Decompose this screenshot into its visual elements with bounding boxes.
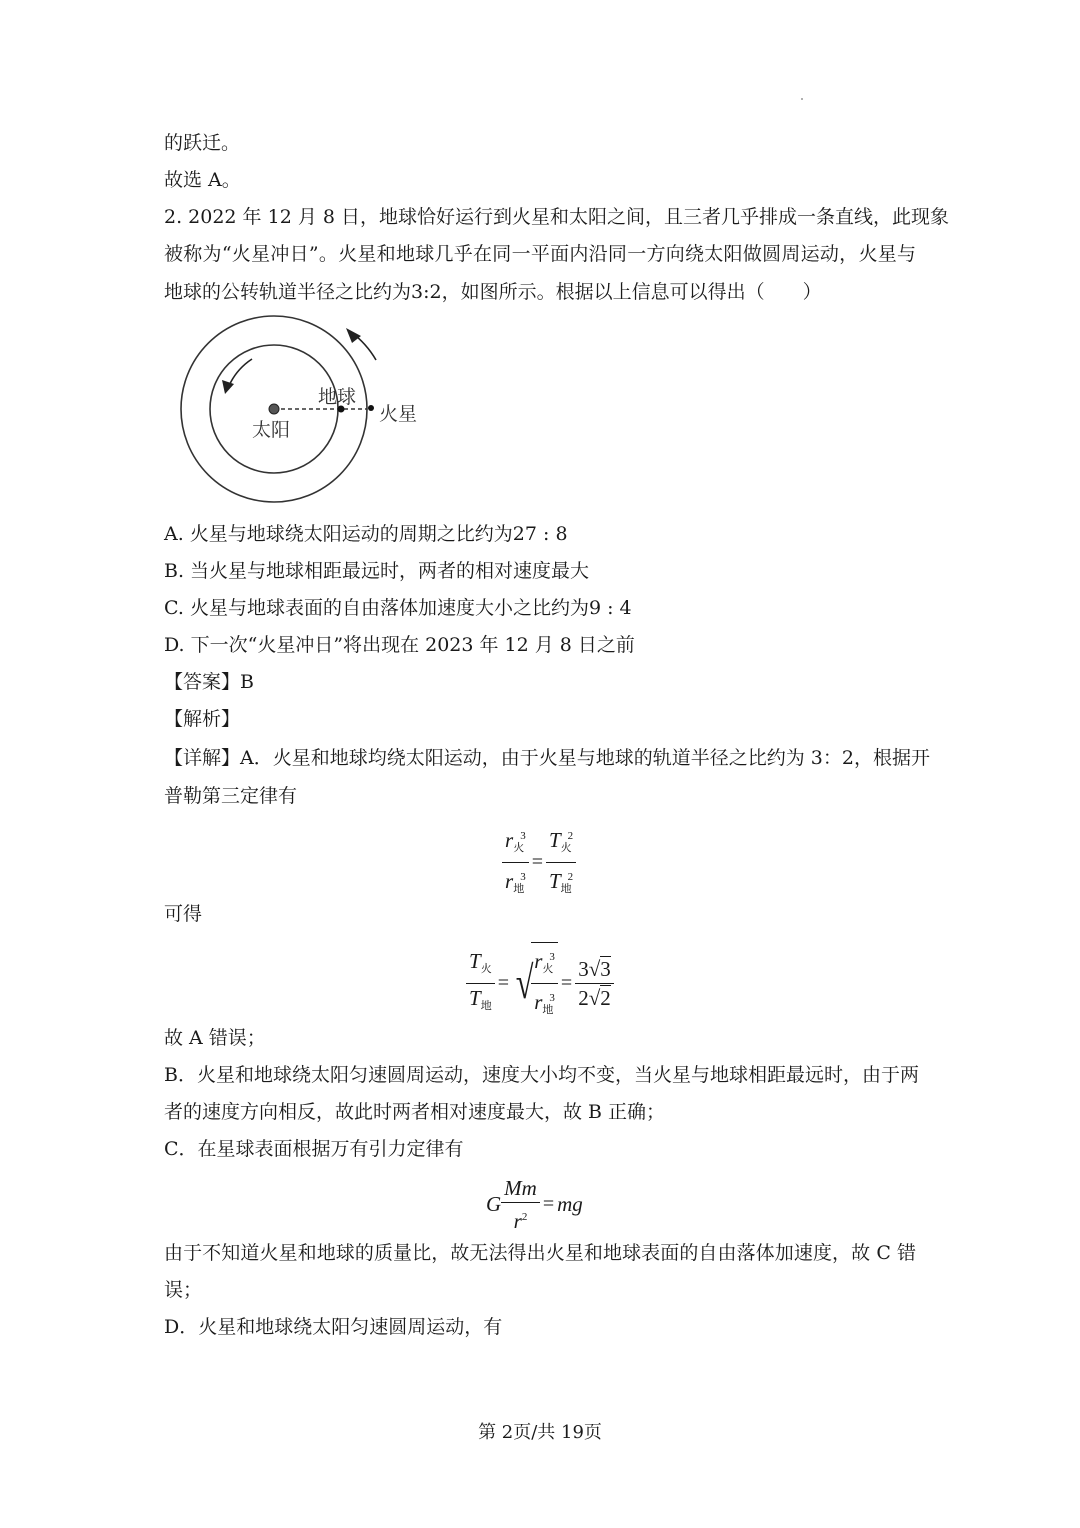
question-line: 地球的公转轨道半径之比约为3:2，如图所示。根据以上信息可以得出（ ） bbox=[164, 281, 822, 303]
option-b: B. 当火星与地球相距最远时，两者的相对速度最大 bbox=[164, 560, 590, 582]
mars-arrowhead-icon bbox=[346, 328, 361, 343]
detail-line: 普勒第三定律有 bbox=[164, 785, 298, 807]
text-line: D．火星和地球绕太阳匀速圆周运动，有 bbox=[164, 1316, 503, 1338]
text-line: 故 A 错误； bbox=[164, 1027, 266, 1049]
analysis-heading: 【解析】 bbox=[164, 708, 241, 730]
sun-label: 太阳 bbox=[252, 419, 291, 441]
kepler-formula: $\frac{r_火^3}{r_地^3}$ = $\frac{T_火^2}{T_地^2}$ bbox=[502, 822, 576, 903]
text-line: C．在星球表面根据万有引力定律有 bbox=[164, 1138, 464, 1160]
question-line: 被称为“火星冲日”。火星和地球几乎在同一平面内沿同一方向绕太阳做圆周运动，火星与 bbox=[164, 243, 916, 265]
orbit-diagram bbox=[170, 310, 430, 510]
detail-line: 【详解】A．火星和地球均绕太阳运动，由于火星与地球的轨道半径之比约为 3：2，根据开 bbox=[164, 747, 930, 769]
text-line: 者的速度方向相反，故此时两者相对速度最大，故 B 正确； bbox=[164, 1101, 666, 1123]
text-line: 由于不知道火星和地球的质量比，故无法得出火星和地球表面的自由落体加速度，故 C 错 bbox=[164, 1242, 916, 1264]
option-c: C. 火星与地球表面的自由落体加速度大小之比约为9 : 4 bbox=[164, 597, 632, 619]
question-line: 2. 2022 年 12 月 8 日，地球恰好运行到火星和太阳之间，且三者几乎排成一条直线，此现象 bbox=[164, 206, 949, 228]
option-a: A. 火星与地球绕太阳运动的周期之比约为27 : 8 bbox=[164, 523, 568, 545]
sun-dot bbox=[269, 404, 279, 414]
mars-dot bbox=[368, 405, 374, 411]
earth-label: 地球 bbox=[318, 386, 357, 408]
page-speck bbox=[801, 98, 803, 100]
text-line: 可得 bbox=[164, 903, 203, 925]
mars-label: 火星 bbox=[379, 403, 418, 425]
page-footer: 第 2页/共 19页 bbox=[478, 1422, 602, 1443]
answer-line: 【答案】B bbox=[164, 671, 254, 693]
period-ratio-formula: $\frac{T_火}{T_地}$ = √ $\frac{r_火^3}{r_地^3}$ = $\frac{3√3}{2√2}$ bbox=[466, 942, 614, 1024]
earth-arrowhead-icon bbox=[222, 380, 234, 394]
text-line: B．火星和地球绕太阳匀速圆周运动，速度大小均不变，当火星与地球相距最远时，由于两 bbox=[164, 1064, 919, 1086]
text-line: 的跃迁。 bbox=[164, 132, 241, 154]
gravity-formula: G $\frac{Mm}{r^2}$ = mg bbox=[486, 1176, 583, 1233]
text-line: 误； bbox=[164, 1279, 203, 1301]
option-d: D. 下一次“火星冲日”将出现在 2023 年 12 月 8 日之前 bbox=[164, 634, 635, 656]
text-line: 故选 A。 bbox=[164, 169, 241, 191]
